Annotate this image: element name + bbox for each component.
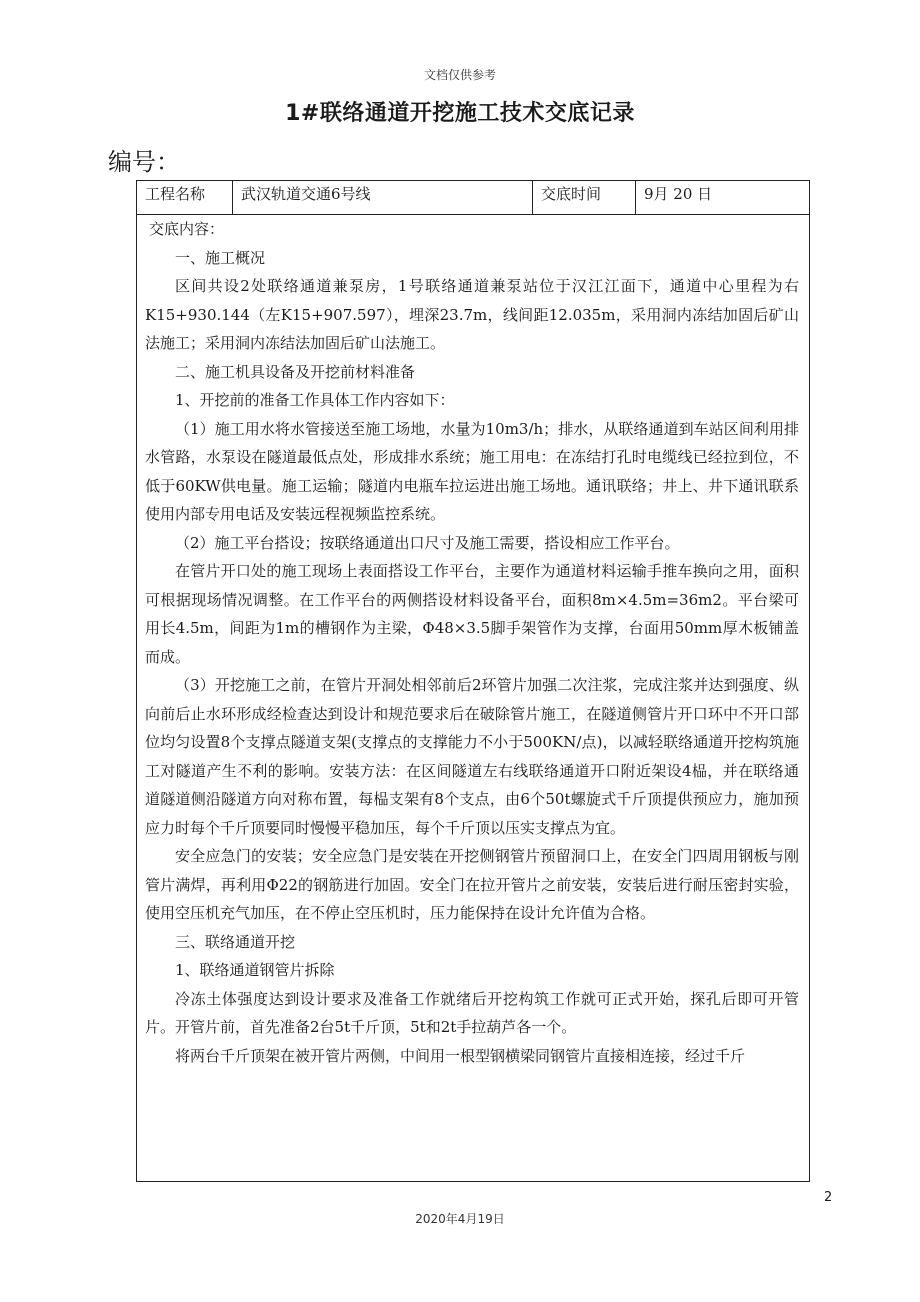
section-heading: 二、施工机具设备及开挖前材料准备 (175, 362, 416, 381)
disclosure-date-label: 交底时间 (533, 181, 636, 214)
project-name-label: 工程名称 (137, 181, 233, 214)
header-note: 文档仅供参考 (423, 68, 496, 82)
disclosure-table (136, 180, 810, 1182)
code-label: 编号： (108, 148, 180, 176)
paragraph: 冷冻土体强度达到设计要求及准备工作就绪后开挖构筑工作就可正式开始，探孔后即可开管片。开管片前，首先准备2台5t千斤顶，5t和2t手拉葫芦各一个。 (145, 989, 799, 1036)
section-heading: 一、施工概况 (175, 248, 266, 267)
paragraph: 安全应急门的安装；安全应急门是安装在开挖侧钢管片预留洞口上，在安全门四周用钢板与刚管片满焊，再利用Φ22的钢筋进行加固。安全门在拉开管片之前安装，安装后进行耐压密封实验，使用空压机充气加压，在不停止空压机时，压力能保持在设计允许值为合格。 (145, 847, 799, 922)
paragraph: 区间共设2处联络通道兼泵房，1号联络通道兼泵站位于汉江江面下，通道中心里程为右K15+930.144（左K15+907.597），埋深23.7m，线间距12.035m，采用洞内冻结加固后矿山法施工；采用洞内冻结法加固后矿山法施工。 (145, 277, 799, 352)
page-number: 2 (824, 1190, 833, 1205)
document-title: 1#联络通道开挖施工技术交底记录 (285, 101, 635, 126)
disclosure-content (137, 215, 809, 1181)
paragraph: 1、开挖前的准备工作具体工作内容如下： (175, 391, 455, 409)
paragraph: （2）施工平台搭设；按联络通道出口尺寸及施工需要，搭设相应工作平台。 (175, 533, 680, 552)
project-name-value: 武汉轨道交通6号线 (233, 181, 533, 214)
paragraph: （3）开挖施工之前，在管片开洞处相邻前后2环管片加强二次注浆，完成注浆并达到强度、纵向前后止水环形成经检查达到设计和规范要求后在破除管片施工，在隧道侧管片开口环中不开口部位均匀设置8个支撑点隧道支架(支撑点的支撑能力不小于500KN/点)，以减轻联络通道开挖构筑施工对隧道产生不利的影响。安装方法：在区间隧道左右线联络通道开口附近架设4榀，并在联络通道隧道侧沿隧道方向对称布置，每榀支架有8个支点，由6个50t螺旋式千斤顶提供预应力，施加预应力时每个千斤顶要同时慢慢平稳加压，每个千斤顶以压实支撑点为宜。 (145, 676, 799, 837)
paragraph: 将两台千斤顶架在被开管片两侧，中间用一根型钢横梁同钢管片直接相连接，经过千斤 (175, 1046, 746, 1065)
section-heading: 三、联络通道开挖 (175, 932, 296, 951)
paragraph: （1）施工用水将水管接送至施工场地，水量为10m3/h；排水，从联络通道到车站区间利用排水管路，水泵设在隧道最低点处，形成排水系统；施工用电：在冻结打孔时电缆线已经拉到位，不低于60KW供电量。施工运输；隧道内电瓶车拉运进出施工场地。通讯联络；井上、井下通讯联系使用内部专用电话及安装远程视频监控系统。 (145, 419, 799, 523)
footer-date: 2020年4月19日 (415, 1212, 505, 1226)
paragraph: 1、联络通道钢管片拆除 (175, 961, 335, 979)
content-lead: 交底内容： (149, 220, 225, 238)
table-header-row (137, 181, 809, 215)
paragraph: 在管片开口处的施工现场上表面搭设工作平台，主要作为通道材料运输手推车换向之用，面积可根据现场情况调整。在工作平台的两侧搭设材料设备平台，面积8m×4.5m=36m2。平台梁可用长4.5m，间距为1m的槽钢作为主梁，Φ48×3.5脚手架管作为支撑，台面用50mm厚木板铺盖而成。 (145, 562, 799, 666)
disclosure-date-value: 9月 20 日 (644, 185, 713, 203)
